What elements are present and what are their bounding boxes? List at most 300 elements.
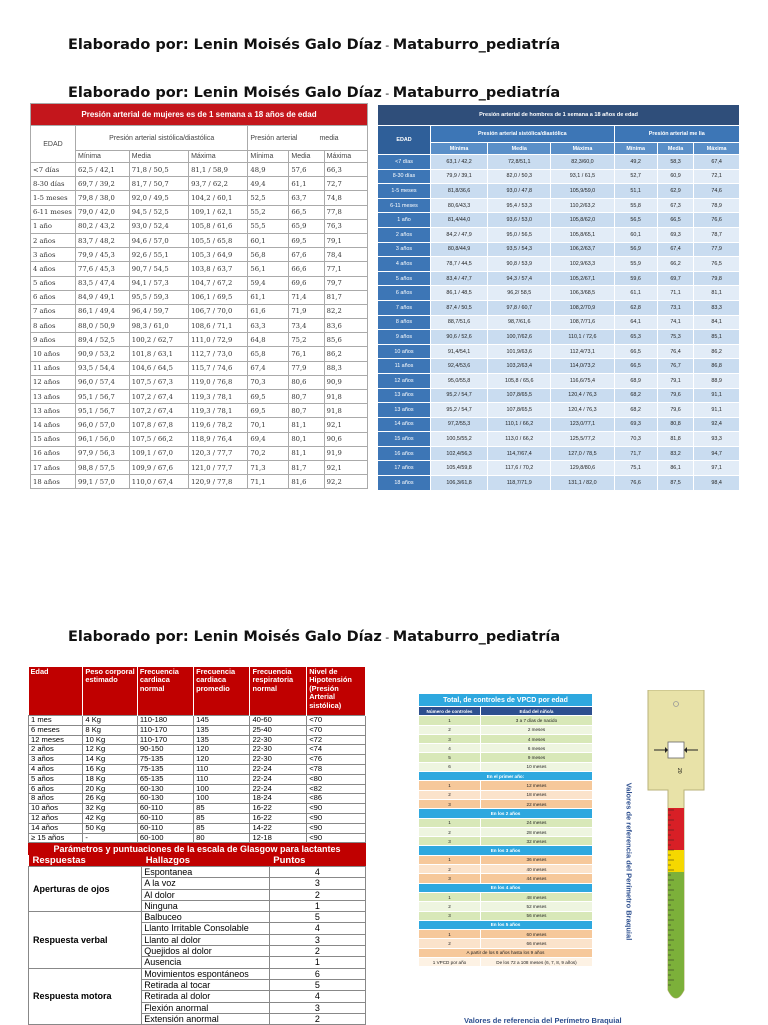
- value-cell: 116,6/75,4: [551, 373, 614, 388]
- vpcd-count: 1: [419, 781, 481, 790]
- vpcd-count: 2: [419, 827, 481, 836]
- glasgow-finding: Retirada al dolor: [142, 991, 270, 1002]
- table-row: [31, 262, 368, 276]
- vpcd-section: En los 2 años: [419, 809, 593, 818]
- table-row: [378, 330, 740, 345]
- heading-sep: -: [381, 87, 393, 100]
- vitals-cell: <78: [307, 764, 366, 774]
- table-row: [29, 716, 366, 726]
- value-cell: 112,7 / 73,0: [189, 347, 248, 361]
- value-cell: 96,2/ 58,5: [488, 286, 551, 301]
- table-row: [31, 219, 368, 233]
- value-cell: 69,3: [657, 227, 694, 242]
- vpcd-count: 2: [419, 939, 481, 948]
- value-cell: 93,3: [694, 432, 740, 447]
- glasgow-category: Aperturas de ojos: [29, 867, 142, 912]
- table-row: [419, 716, 593, 725]
- value-cell: 88,7/51,6: [431, 315, 488, 330]
- age-cell: 18 años: [378, 476, 431, 491]
- value-cell: 66,5: [614, 359, 657, 374]
- table-row: [378, 446, 740, 461]
- value-cell: 105,8 / 65,6: [488, 373, 551, 388]
- glasgow-table-body: [29, 867, 366, 1025]
- value-cell: 119,3 / 78,1: [189, 404, 248, 418]
- value-cell: 90,9: [324, 375, 367, 389]
- value-cell: 56,5: [614, 213, 657, 228]
- value-cell: 61,1: [614, 286, 657, 301]
- glasgow-points: 3: [269, 1002, 365, 1013]
- heading-handle: Mataburro_pediatría: [392, 85, 561, 101]
- heading-author: Elaborado por: Lenin Moisés Galo Díaz: [68, 629, 382, 645]
- value-cell: 71,1: [657, 286, 694, 301]
- value-cell: 63,3: [248, 319, 289, 333]
- vpcd-footer-age: De los 72 a 108 meses (6, 7, 8, 9 años): [481, 958, 593, 967]
- table-row: [419, 939, 593, 948]
- vpcd-age: 40 meses: [481, 865, 593, 874]
- male-table-title: Presión arterial de hombres de 1 semana a 18 años de edad: [378, 105, 740, 126]
- value-cell: 101,9/63,6: [488, 344, 551, 359]
- value-cell: 56,8: [248, 248, 289, 262]
- value-cell: 86,2: [694, 344, 740, 359]
- table-row: [378, 476, 740, 491]
- value-cell: 93,5 / 54,3: [488, 242, 551, 257]
- value-cell: 57,6: [289, 163, 324, 177]
- value-cell: 110,0 / 67,4: [129, 475, 188, 489]
- vitals-cell: 90-150: [137, 745, 193, 755]
- value-cell: 64,1: [614, 315, 657, 330]
- vpcd-age: 4 meses: [481, 734, 593, 743]
- brachial-side-label: Valores de referencia del Perímetro Braquial: [624, 782, 634, 941]
- vpcd-age: 6 meses: [481, 744, 593, 753]
- table-row: [378, 403, 740, 418]
- value-cell: 83,2: [657, 446, 694, 461]
- value-cell: 69,7: [657, 271, 694, 286]
- value-cell: 90,7 / 54,5: [129, 262, 188, 276]
- group-mean-label-a: Presión arterial: [250, 134, 298, 142]
- value-cell: 63,7: [289, 191, 324, 205]
- heading-author: Elaborado por: Lenin Moisés Galo Díaz: [68, 37, 382, 53]
- value-cell: 86,1 / 49,4: [76, 304, 130, 318]
- group-mean-pressure: Presión arterial me lia: [614, 126, 739, 143]
- value-cell: 98,8 / 57,5: [76, 460, 130, 474]
- subheader-cell: Máxima: [189, 151, 248, 163]
- age-cell: 6 años: [378, 286, 431, 301]
- vpcd-count: 3: [419, 874, 481, 883]
- glasgow-points: 4: [269, 991, 365, 1002]
- vpcd-age: 9 meses: [481, 753, 593, 762]
- table-row: [419, 827, 593, 836]
- vitals-header-cell: Frecuencia cardiaca normal: [137, 667, 193, 716]
- table-row: [419, 753, 593, 762]
- table-row: [419, 902, 593, 911]
- vitals-cell: 10 Kg: [83, 735, 137, 745]
- value-cell: 93,6 / 53,0: [488, 213, 551, 228]
- vitals-cell: 22-30: [250, 755, 307, 765]
- vpcd-count: 2: [419, 790, 481, 799]
- table-row: [378, 169, 740, 184]
- vitals-cell: 120: [194, 755, 250, 765]
- vitals-cell: 110: [194, 764, 250, 774]
- vpcd-count: 6: [419, 762, 481, 771]
- age-cell: 18 años: [31, 475, 76, 489]
- vitals-header-cell: Edad: [29, 667, 83, 716]
- female-table-body: [31, 163, 368, 489]
- vitals-cell: 14 años: [29, 823, 83, 833]
- value-cell: 93,1 / 61,5: [551, 169, 614, 184]
- table-row: [419, 725, 593, 734]
- table-row: [31, 304, 368, 318]
- value-cell: 70,1: [248, 418, 289, 432]
- value-cell: 90,9 / 53,2: [76, 347, 130, 361]
- table-row: [29, 725, 366, 735]
- value-cell: 79,1: [657, 373, 694, 388]
- value-cell: 93,0 / 52,4: [129, 219, 188, 233]
- vpcd-footer: A partir de los 6 años hasta los 9 años: [419, 948, 593, 957]
- value-cell: 81,1: [289, 446, 324, 460]
- table-row: [31, 191, 368, 205]
- value-cell: 74,6: [694, 184, 740, 199]
- vital-signs-table: [28, 667, 366, 843]
- value-cell: 106,2/63,7: [551, 242, 614, 257]
- value-cell: 51,1: [614, 184, 657, 199]
- value-cell: 60,1: [248, 233, 289, 247]
- table-row: [31, 163, 368, 177]
- vpcd-age: 48 meses: [481, 892, 593, 901]
- table-row: [419, 790, 593, 799]
- table-row: [378, 373, 740, 388]
- vitals-cell: 6 meses: [29, 725, 83, 735]
- glasgow-header-row: [29, 855, 366, 867]
- vitals-cell: 110-170: [137, 735, 193, 745]
- glasgow-finding: Retirada al tocar: [142, 979, 270, 990]
- female-table-title: Presión arterial de mujeres es de 1 semana a 18 años de edad: [31, 104, 368, 126]
- value-cell: 81,4/44,0: [431, 213, 488, 228]
- heading-author: Elaborado por: Lenin Moisés Galo Díaz: [68, 85, 382, 101]
- value-cell: 110,1 / 66,2: [488, 417, 551, 432]
- value-cell: 85,1: [694, 330, 740, 345]
- value-cell: 79,9 / 39,1: [431, 169, 488, 184]
- value-cell: 91,8: [324, 390, 367, 404]
- subheader-cell: Media: [129, 151, 188, 163]
- value-cell: 55,9: [614, 257, 657, 272]
- value-cell: 97,1: [694, 461, 740, 476]
- table-row: [31, 418, 368, 432]
- value-cell: 81,1: [289, 418, 324, 432]
- vitals-cell: 14 Kg: [83, 755, 137, 765]
- value-cell: 119,3 / 78,1: [189, 390, 248, 404]
- vitals-cell: 32 Kg: [83, 804, 137, 814]
- vpcd-age: 56 meses: [481, 911, 593, 920]
- table-row: [31, 460, 368, 474]
- value-cell: 65,9: [289, 219, 324, 233]
- vpcd-section: En el primer año:: [419, 772, 593, 781]
- heading-sep: -: [381, 39, 393, 52]
- col-edad: EDAD: [31, 126, 76, 163]
- value-cell: 79,6: [657, 388, 694, 403]
- table-row: [419, 930, 593, 939]
- age-cell: 2 años: [31, 233, 76, 247]
- value-cell: 82,2: [324, 304, 367, 318]
- value-cell: 106,1 / 69,5: [189, 290, 248, 304]
- value-cell: 77,9: [694, 242, 740, 257]
- vpcd-age: 52 meses: [481, 902, 593, 911]
- age-cell: 17 años: [31, 460, 76, 474]
- value-cell: 81,7: [289, 460, 324, 474]
- vpcd-age: 18 meses: [481, 790, 593, 799]
- value-cell: 77,8: [324, 205, 367, 219]
- value-cell: 98,4: [694, 476, 740, 491]
- vpcd-age: 60 meses: [481, 930, 593, 939]
- glasgow-finding: Balbuceo: [142, 912, 270, 923]
- vitals-cell: 85: [194, 804, 250, 814]
- vpcd-age: 66 meses: [481, 939, 593, 948]
- value-cell: 87,5: [657, 476, 694, 491]
- value-cell: 74,8: [324, 191, 367, 205]
- vitals-cell: 145: [194, 716, 250, 726]
- value-cell: 100,7/62,6: [488, 330, 551, 345]
- glasgow-header-cell: Puntos: [269, 855, 365, 867]
- vitals-cell: 3 años: [29, 755, 83, 765]
- value-cell: 70,3: [248, 375, 289, 389]
- table-row: [378, 155, 740, 170]
- vpcd-age: 44 meses: [481, 874, 593, 883]
- value-cell: 92,0 / 49,5: [129, 191, 188, 205]
- value-cell: 75,1: [614, 461, 657, 476]
- vpcd-section: En los 3 años: [419, 846, 593, 855]
- tape-zone-yellow: [668, 850, 684, 872]
- value-cell: 115,7 / 74,6: [189, 361, 248, 375]
- value-cell: 93,5 / 54,4: [76, 361, 130, 375]
- value-cell: 73,1: [657, 300, 694, 315]
- value-cell: 66,5: [614, 344, 657, 359]
- value-cell: 68,9: [614, 373, 657, 388]
- male-table-body: [378, 155, 740, 491]
- vitals-cell: 5 años: [29, 774, 83, 784]
- value-cell: 76,6: [694, 213, 740, 228]
- value-cell: 72,7: [324, 177, 367, 191]
- value-cell: 119,6 / 78,2: [189, 418, 248, 432]
- vitals-cell: 16 Kg: [83, 764, 137, 774]
- vpcd-count: 1: [419, 716, 481, 725]
- table-row: [31, 319, 368, 333]
- value-cell: 120,4 / 76,3: [551, 388, 614, 403]
- value-cell: 98,3 / 61,0: [129, 319, 188, 333]
- value-cell: 61,1: [289, 177, 324, 191]
- vitals-cell: 60-110: [137, 804, 193, 814]
- vpcd-count: 4: [419, 744, 481, 753]
- table-row: [419, 855, 593, 864]
- value-cell: 80,8: [657, 417, 694, 432]
- glasgow-finding: Espontanea: [142, 867, 270, 878]
- value-cell: 80,6/43,3: [431, 198, 488, 213]
- vpcd-title: Total, de controles de VPCD por edad: [419, 694, 593, 707]
- vpcd-caption: Valores de referencia del Perímetro Braquial: [464, 1016, 622, 1025]
- value-cell: 81,7: [324, 290, 367, 304]
- vitals-cell: 2 años: [29, 745, 83, 755]
- value-cell: 71,8 / 50,5: [129, 163, 188, 177]
- glasgow-title: Parámetros y puntuaciones de la escala de Glasgow para lactantes: [28, 843, 366, 855]
- value-cell: 65,8: [248, 347, 289, 361]
- vitals-cell: ≥ 15 años: [29, 833, 83, 843]
- table-row: [419, 865, 593, 874]
- value-cell: 91,4/54,1: [431, 344, 488, 359]
- vitals-cell: 20 Kg: [83, 784, 137, 794]
- subheader-cell: Mínima: [431, 143, 488, 155]
- vitals-cell: 6 años: [29, 784, 83, 794]
- vitals-cell: <86: [307, 794, 366, 804]
- age-cell: 1-5 meses: [31, 191, 76, 205]
- glasgow-points: 5: [269, 912, 365, 923]
- vitals-cell: <74: [307, 745, 366, 755]
- table-row: [419, 772, 593, 781]
- tape-reading-label: 20: [676, 768, 682, 774]
- age-cell: 13 años: [31, 404, 76, 418]
- value-cell: 96,1 / 56,0: [76, 432, 130, 446]
- tape-window: [668, 742, 684, 758]
- male-bp-table: [377, 104, 740, 491]
- age-cell: <7 días: [378, 155, 431, 170]
- vpcd-count: 5: [419, 753, 481, 762]
- vitals-cell: 75-135: [137, 755, 193, 765]
- age-cell: 7 años: [31, 304, 76, 318]
- value-cell: 120,3 / 77,7: [189, 446, 248, 460]
- vpcd-count: 1: [419, 818, 481, 827]
- value-cell: 81,8: [657, 432, 694, 447]
- vitals-cell: 16-22: [250, 813, 307, 823]
- table-row: [29, 823, 366, 833]
- glasgow-points: 3: [269, 934, 365, 945]
- vitals-cell: <70: [307, 725, 366, 735]
- value-cell: 65,3: [614, 330, 657, 345]
- vitals-cell: <90: [307, 813, 366, 823]
- value-cell: 104,6 / 64,5: [129, 361, 188, 375]
- value-cell: 127,0 / 78,5: [551, 446, 614, 461]
- value-cell: 49,4: [248, 177, 289, 191]
- value-cell: 95,0/55,8: [431, 373, 488, 388]
- age-cell: 14 años: [31, 418, 76, 432]
- value-cell: 100,5/55,2: [431, 432, 488, 447]
- value-cell: 92,6 / 55,1: [129, 248, 188, 262]
- value-cell: 105,2/67,1: [551, 271, 614, 286]
- value-cell: 97,2/55,3: [431, 417, 488, 432]
- value-cell: 109,1 / 67,0: [129, 446, 188, 460]
- value-cell: 94,5 / 52,5: [129, 205, 188, 219]
- age-cell: 12 años: [378, 373, 431, 388]
- value-cell: 71,3: [248, 460, 289, 474]
- age-cell: 4 años: [378, 257, 431, 272]
- vpcd-count: 3: [419, 799, 481, 808]
- value-cell: 102,4/56,3: [431, 446, 488, 461]
- table-row: [31, 290, 368, 304]
- vpcd-header: Edad del niño/a: [481, 707, 593, 716]
- table-row: [419, 920, 593, 929]
- value-cell: 72,8/51,1: [488, 155, 551, 170]
- age-cell: <7 días: [31, 163, 76, 177]
- value-cell: 68,2: [614, 388, 657, 403]
- age-cell: 10 años: [31, 347, 76, 361]
- vitals-cell: 12 años: [29, 813, 83, 823]
- value-cell: 93,7 / 62,2: [189, 177, 248, 191]
- value-cell: 79,1: [324, 233, 367, 247]
- vitals-cell: 60-100: [137, 833, 193, 843]
- group-mean-pressure: [248, 126, 368, 151]
- value-cell: 131,1 / 82,0: [551, 476, 614, 491]
- value-cell: 91,8: [324, 404, 367, 418]
- age-cell: 8-30 días: [31, 177, 76, 191]
- group-mean-label-b: media: [319, 134, 339, 142]
- value-cell: 100,2 / 62,7: [129, 333, 188, 347]
- value-cell: 92,2: [324, 475, 367, 489]
- value-cell: 69,4: [248, 432, 289, 446]
- table-row: [419, 818, 593, 827]
- value-cell: 105,9/59,0: [551, 184, 614, 199]
- age-cell: 14 años: [378, 417, 431, 432]
- vitals-cell: <72: [307, 735, 366, 745]
- value-cell: 73,4: [289, 319, 324, 333]
- table-row: [419, 892, 593, 901]
- value-cell: 83,7 / 48,2: [76, 233, 130, 247]
- table-row: [29, 833, 366, 843]
- tape-zone-green: [668, 872, 684, 990]
- value-cell: 78,9: [694, 198, 740, 213]
- value-cell: 94,6 / 57,0: [129, 233, 188, 247]
- value-cell: 72,1: [694, 169, 740, 184]
- tape-tip: [668, 990, 684, 998]
- age-cell: 4 años: [31, 262, 76, 276]
- table-row: [378, 257, 740, 272]
- table-row: [378, 213, 740, 228]
- glasgow-finding: Quejidos al dolor: [142, 946, 270, 957]
- glasgow-finding: Al dolor: [142, 889, 270, 900]
- value-cell: 84,2 / 47,9: [431, 227, 488, 242]
- subheader-cell: Media: [488, 143, 551, 155]
- male-subheader-row: [378, 143, 740, 155]
- vitals-cell: 8 Kg: [83, 725, 137, 735]
- vpcd-count: 3: [419, 911, 481, 920]
- value-cell: 108,6 / 71,1: [189, 319, 248, 333]
- vitals-cell: 14-22: [250, 823, 307, 833]
- brachial-tape-illustration: [640, 690, 712, 1010]
- table-row: [29, 764, 366, 774]
- value-cell: 68,2: [614, 403, 657, 418]
- subheader-cell: Media: [289, 151, 324, 163]
- value-cell: 56,9: [614, 242, 657, 257]
- age-cell: 13 años: [378, 403, 431, 418]
- vitals-cell: 16-22: [250, 804, 307, 814]
- vpcd-count: 2: [419, 865, 481, 874]
- table-row: [378, 198, 740, 213]
- vpcd-age: 24 meses: [481, 818, 593, 827]
- value-cell: 71,9: [289, 304, 324, 318]
- value-cell: 84,1: [694, 315, 740, 330]
- value-cell: 66,5: [289, 205, 324, 219]
- value-cell: 110,1 / 72,6: [551, 330, 614, 345]
- vitals-cell: 50 Kg: [83, 823, 137, 833]
- value-cell: 81,7 / 50,7: [129, 177, 188, 191]
- value-cell: 102,9/63,3: [551, 257, 614, 272]
- vitals-cell: 25-40: [250, 725, 307, 735]
- value-cell: 106,3/68,5: [551, 286, 614, 301]
- value-cell: 94,7: [694, 446, 740, 461]
- table-row: [419, 874, 593, 883]
- table-row: [419, 707, 593, 716]
- value-cell: 48,9: [248, 163, 289, 177]
- vpcd-age: 32 meses: [481, 837, 593, 846]
- value-cell: 95,2 / 54,7: [431, 403, 488, 418]
- value-cell: 79,6: [657, 403, 694, 418]
- value-cell: 52,5: [248, 191, 289, 205]
- tape-zone-red: [668, 808, 684, 850]
